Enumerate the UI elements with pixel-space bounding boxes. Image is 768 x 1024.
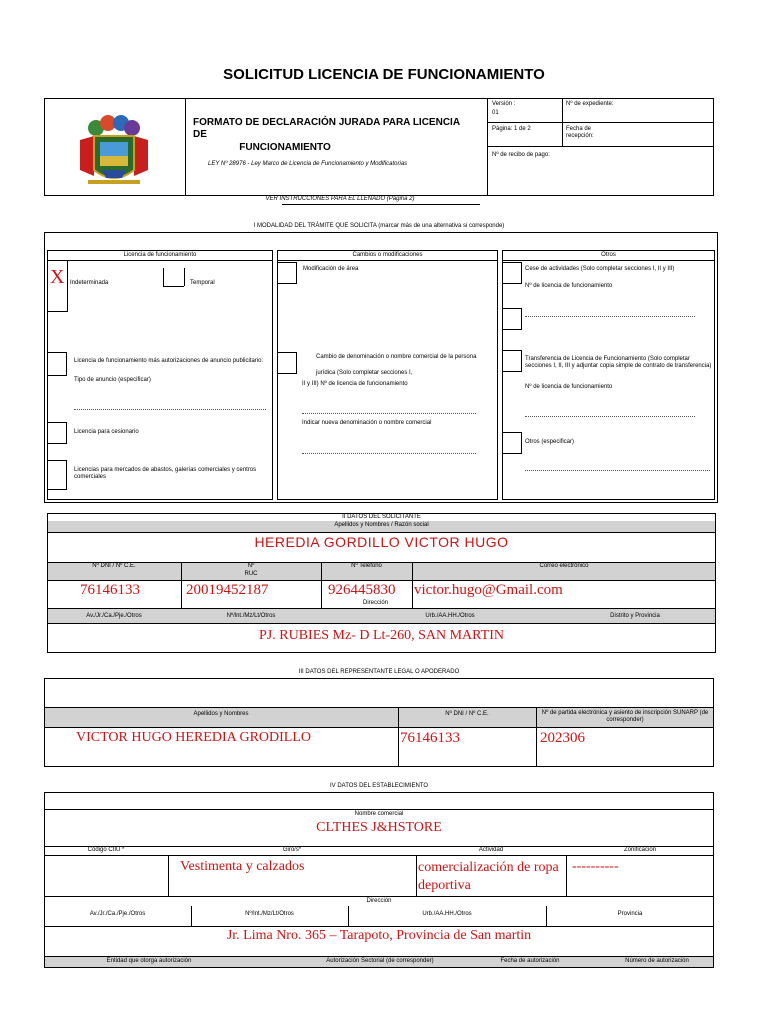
nueva-denominacion-label: Indicar nueva denominación o nombre comercial [302, 420, 432, 426]
nro-licencia-ii-label: II y III) Nº de licencia de funcionamiento [302, 381, 408, 387]
cese-label: Cese de actividades (Solo completar secciones I, II y III) [525, 266, 675, 272]
fecha-recepcion-label: Fecha de recepción: [566, 126, 594, 139]
dni-value[interactable]: 76146133 [80, 582, 140, 598]
mercados-checkbox[interactable] [47, 460, 67, 490]
actividad-label: Actividad [478, 847, 504, 853]
ruc-value[interactable]: 20019452187 [186, 582, 269, 598]
urb-label: Urb./AA.HH./Otros [425, 613, 475, 619]
rep-name-value[interactable]: VICTOR HUGO HEREDIA GRODILLO [76, 730, 312, 745]
section1-title: I MODALIDAD DEL TRÁMITE QUE SOLICITA (marcar más de una alternativa si corresponde) [253, 223, 505, 229]
numero-autorizacion-label: Número de autorización [625, 958, 689, 964]
cesionario-checkbox[interactable] [47, 422, 67, 444]
giro-value[interactable]: Vestimenta y calzados [180, 859, 305, 874]
denominacion-checkbox[interactable] [277, 352, 297, 374]
autorizacion-sectorial-label: Autorización Sectorial (de corresponder) [326, 958, 434, 964]
col-licencia-header: Licencia de funcionamiento [123, 252, 197, 258]
est-provincia-label: Provincia [617, 911, 643, 917]
phone-value[interactable]: 926445830 [328, 582, 396, 598]
transferencia-label: Transferencia de Licencia de Funcionamiento (Solo completar secciones I, II, III y adjuntar copia simple de contrato de transferencia) [525, 356, 712, 369]
tipo-aviso-label: Tipo de anuncio (especificar) [74, 377, 151, 383]
version-value: 01 [492, 110, 499, 116]
temporal-label: Temporal [190, 280, 215, 286]
version-label: Versión : [492, 101, 516, 107]
direccion-label: Dirección [363, 600, 389, 606]
phone-label: Nº Teléfono [351, 563, 382, 569]
partida-label: Nº de partida electrónica y asiento de inscripción SUNARP (de corresponder) [541, 710, 709, 723]
denominacion-label: Cambio de denominación o nombre comercial de la persona [316, 354, 477, 360]
giro-label: Giro/s* [282, 847, 302, 853]
recibo-label: Nº de recibo de pago: [492, 152, 550, 158]
nro-licencia-2-label: Nº de licencia de funcionamiento [525, 384, 613, 390]
rep-dni-label: Nº DNI / Nº C.E. [445, 711, 489, 717]
ruc-label: Nº [247, 563, 255, 569]
email-value[interactable]: victor.hugo@Gmail.com [414, 582, 563, 598]
solicitante-subtitle: Apellidos y Nombres / Razón social [334, 522, 429, 528]
cese-checkbox[interactable] [502, 262, 522, 284]
est-urb-label: Urb./AA.HH./Otros [422, 911, 472, 917]
law-reference: LEY Nº 28976 - Ley Marco de Licencia de Funcionamiento y Modificatorias [208, 161, 408, 167]
juridica-label: jurídica (Solo completar secciones I, [316, 370, 413, 376]
col-otros-header: Otros [601, 252, 616, 258]
zonificacion-value[interactable]: ---------- [572, 859, 619, 874]
distrito-label: Distrito y Provincia [610, 613, 660, 619]
nombre-comercial-value[interactable]: CLTHES J&HSTORE [316, 820, 442, 835]
instructions-link[interactable]: VER INSTRUCCIONES PARA EL LLENADO (Página 2) [265, 196, 415, 202]
page-label: Página: 1 de 2 [492, 126, 531, 132]
ruc-label-2: RUC [244, 571, 258, 577]
cese-extra-checkbox[interactable] [502, 308, 522, 330]
otros-label: Otros (especificar) [525, 439, 575, 445]
indeterminada-mark: X [50, 266, 65, 288]
lt-label: Nº/lnt./Mz/Lt/Otros [226, 613, 276, 619]
municipal-seal-logo [74, 112, 154, 192]
transferencia-checkbox[interactable] [502, 350, 522, 372]
est-lt-label: Nº/lnt./Mz/Lt/Otros [245, 911, 294, 917]
zonificacion-label: Zonificación [623, 847, 656, 853]
address-value[interactable]: PJ. RUBIES Mz- D Lt-260, SAN MARTIN [259, 628, 504, 643]
section2-title: II DATOS DEL SOLICITANTE [342, 514, 421, 520]
page-title: SOLICITUD LICENCIA DE FUNCIONAMIENTO [223, 66, 545, 83]
email-label: Correo electrónico [539, 563, 589, 569]
est-av-label: Av./Jr./Ca./Pje./Otros [89, 911, 146, 917]
est-address-value[interactable]: Jr. Lima Nro. 365 – Tarapoto, Provincia de San martin [226, 928, 532, 943]
area-label: Modificación de área [303, 266, 359, 272]
format-title: FORMATO DE DECLARACIÓN JURADA PARA LICENCIA DE [193, 117, 460, 140]
entidad-label: Entidad que otorga autorización [106, 958, 192, 964]
aviso-checkbox[interactable] [47, 352, 67, 376]
rep-dni-value[interactable]: 76146133 [400, 730, 460, 746]
dni-label: Nº DNI / Nº C.E. [92, 563, 136, 569]
aviso-label: Licencia de funcionamiento más autorizaciones de anuncio publicitario: [74, 358, 264, 364]
actividad-value[interactable]: comercialización de ropa deportiva [418, 860, 559, 893]
indeterminada-label: Indeterminada [70, 280, 109, 286]
fecha-autorizacion-label: Fecha de autorización [500, 958, 560, 964]
rep-names-label: Apellidos y Nombres [193, 711, 249, 717]
est-direccion-label: Dirección [366, 898, 392, 904]
expediente-label: Nº de expediente: [566, 101, 614, 107]
partida-value[interactable]: 202306 [540, 730, 585, 746]
cesionario-label: Licencia para cesionario [74, 429, 139, 435]
area-checkbox[interactable] [277, 262, 297, 284]
solicitante-name[interactable]: HEREDIA GORDILLO VICTOR HUGO [254, 534, 509, 550]
nro-licencia-1-label: Nº de licencia de funcionamiento [525, 283, 613, 289]
section3-title: III DATOS DEL REPRESENTANTE LEGAL O APODERADO [298, 669, 460, 675]
mercados-label: Licencias para mercados de abastos, galerías comerciales y centros comerciales [74, 467, 257, 480]
section4-title: IV DATOS DEL ESTABLECIMIENTO [329, 783, 429, 789]
col-cambios-header: Cambios o modificaciones [352, 252, 423, 258]
ciiu-label: Código CIIU * [87, 847, 125, 853]
av-label: Av./Jr./Ca./Pje./Otros [86, 613, 142, 619]
otros-checkbox[interactable] [502, 432, 522, 454]
format-title-line2: FUNCIONAMIENTO [239, 142, 331, 153]
nombre-comercial-label: Nombre comercial [354, 811, 404, 817]
